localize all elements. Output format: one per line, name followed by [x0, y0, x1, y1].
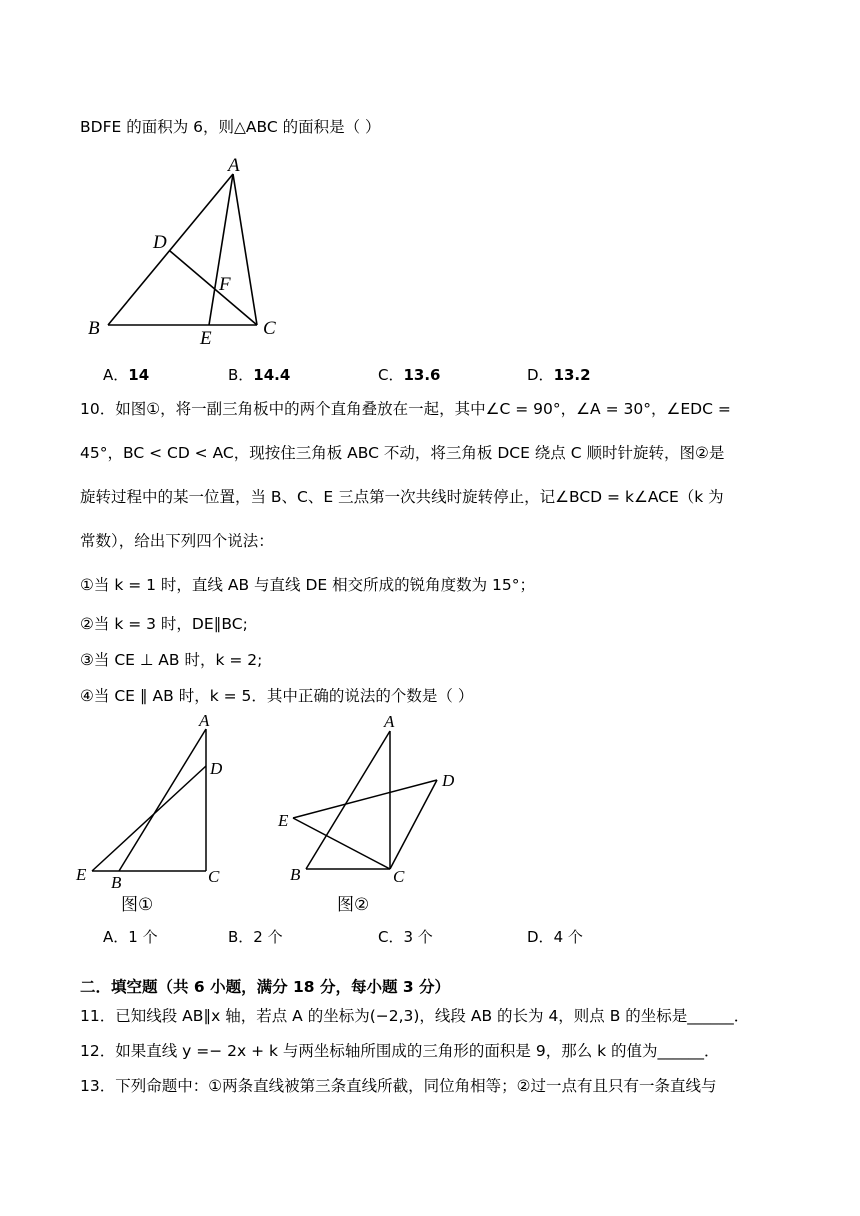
q10-statement-2: ②当 k = 3 时，DE∥BC; — [80, 615, 248, 633]
q9-segment-ac — [233, 174, 257, 325]
q10-fig1-label-e: E — [76, 865, 87, 884]
q10-line-1: 10．如图①，将一副三角板中的两个直角叠放在一起，其中∠C = 90°，∠A = 30°，∠EDC = — [80, 400, 731, 418]
q9-label-b: B — [88, 318, 100, 339]
q13-text: 13．下列命题中：①两条直线被第三条直线所截，同位角相等；②过一点有且只有一条直线与 — [80, 1077, 717, 1095]
q10-fig1-label-c: C — [208, 867, 220, 886]
q10-fig1-label-d: D — [210, 759, 223, 778]
q10-fig1-label-a: A — [199, 711, 210, 730]
q10-option-b: B．2 个 — [228, 928, 283, 946]
q10-statement-1: ①当 k = 1 时，直线 AB 与直线 DE 相交所成的锐角度数为 15°； — [80, 576, 536, 594]
q9-label-c: C — [263, 318, 276, 339]
q9-option-d: D．13.2 — [527, 366, 591, 384]
q11-text: 11．已知线段 AB∥x 轴，若点 A 的坐标为(−2,3)，线段 AB 的长为 4，则点 B 的坐标是______． — [80, 1007, 750, 1025]
q10-fig2-label-e: E — [278, 811, 289, 830]
q9-segment-ae — [209, 174, 233, 325]
q9-label-e: E — [200, 328, 212, 349]
q10-fig2-label-b: B — [290, 865, 301, 884]
q10-statement-4: ④当 CE ∥ AB 时，k = 5．其中正确的说法的个数是（ ） — [80, 687, 474, 705]
q10-fig2-caption: 图② — [337, 895, 370, 915]
q10-fig2-label-a: A — [384, 712, 395, 731]
q9-segment-dc — [170, 251, 257, 325]
q9-option-b: B．14.4 — [228, 366, 291, 384]
q10-line-3: 旋转过程中的某一位置，当 B、C、E 三点第一次共线时旋转停止，记∠BCD = k∠ACE（k 为 — [80, 488, 724, 506]
q10-line-2: 45°，BC < CD < AC，现按住三角板 ABC 不动，将三角板 DCE 绕点 C 顺时针旋转，图②是 — [80, 444, 725, 462]
q9-option-c: C．13.6 — [378, 366, 441, 384]
q10-fig2-label-d: D — [442, 771, 455, 790]
q10-fig1-caption: 图① — [121, 895, 154, 915]
section-2-title: 二．填空题（共 6 小题，满分 18 分，每小题 3 分） — [80, 978, 451, 996]
q9-label-a: A — [228, 155, 240, 176]
q9-stem-tail: BDFE 的面积为 6，则△ABC 的面积是（ ） — [80, 118, 381, 136]
q10-option-d: D．4 个 — [527, 928, 583, 946]
q9-option-a: A．14 — [103, 366, 150, 384]
q10-figure-1 — [92, 729, 206, 871]
q10-option-a: A．1 个 — [103, 928, 158, 946]
q10-fig1-label-b: B — [111, 873, 122, 892]
q10-line-4: 常数），给出下列四个说法： — [80, 532, 274, 550]
q9-label-d: D — [153, 232, 167, 253]
q10-statement-3: ③当 CE ⊥ AB 时，k = 2; — [80, 651, 263, 669]
q10-option-c: C．3 个 — [378, 928, 433, 946]
q9-label-f: F — [219, 274, 231, 295]
q10-fig2-label-c: C — [393, 867, 405, 886]
q12-text: 12．如果直线 y =− 2x + k 与两坐标轴所围成的三角形的面积是 9，那么 k 的值为______． — [80, 1042, 720, 1060]
q9-segment-ab — [108, 174, 233, 325]
q10-figure-2 — [293, 731, 437, 869]
